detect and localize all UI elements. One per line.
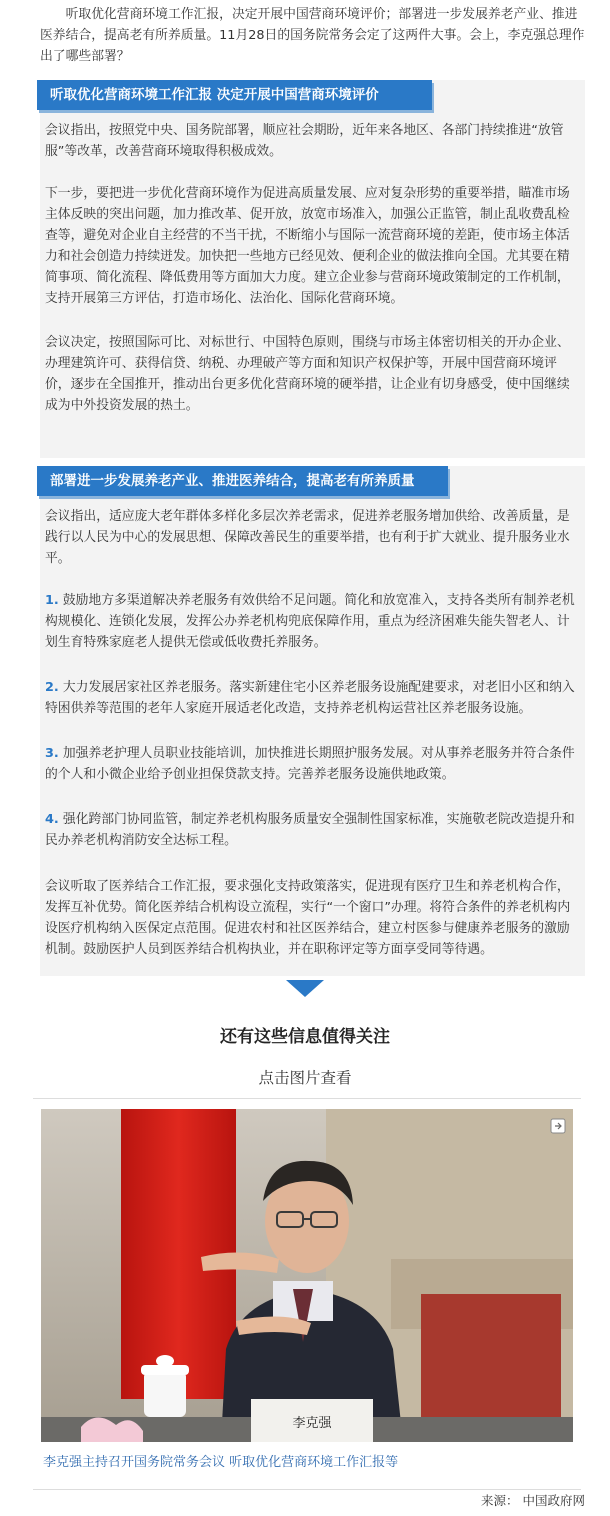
section-paragraph: 下一步，要把进一步优化营商环境作为促进高质量发展、应对复杂形势的重要举措，瞄准市场主体反映的突出问题，加力推改革、促开放，放宽市场准入，加强公正监管，制止乱收费乱检查等，避免对企业自主经营的不当干扰，不断缩小与国际一流营商环境的差距，使市场主体活力和社会创造力持续迸发。加快把一些地方已经见效、便利企业的做法推向全国。尤其要在精简事项、简化流程、降低费用等方面加大力度。建立企业参与营商环境政策制定的工作机制，支持开展第三方评估，打造市场化、法治化、国际化营商环境。 <box>45 186 570 306</box>
item-text: 鼓励地方多渠道解决养老服务有效供给不足问题。简化和放宽准入，支持各类所有制养老机构规模化、连锁化发展，发挥公办养老机构兜底保障作用，重点为经济困难失能失智老人、计划生育特殊家庭老人提供无偿或低收费托养服务。 <box>45 593 575 650</box>
item-text: 强化跨部门协同监管，制定养老机构服务质量安全强制性国家标准，实施敬老院改造提升和民办养老机构消防安全达标工程。 <box>45 812 575 848</box>
list-item <box>45 590 580 653</box>
section-title: 部署进一步发展养老产业、推进医养结合，提高老有所养质量 <box>37 466 448 496</box>
more-info-subheading: 点击图片查看 <box>258 1069 352 1087</box>
photo-illustration <box>41 1109 573 1442</box>
section-business-environment <box>40 80 585 458</box>
section-paragraph: 会议决定，按照国际可比、对标世行、中国特色原则，围绕与市场主体密切相关的开办企业、办理建筑许可、获得信贷、纳税、办理破产等方面和知识产权保护等，开展中国营商环境评价，逐步在全国推开，推动出台更多优化营商环境的硬举措，让企业有切身感受，使中国继续成为中外投资发展的热土。 <box>45 335 570 413</box>
list-item <box>45 677 580 719</box>
item-text: 大力发展居家社区养老服务。落实新建住宅小区养老服务设施配建要求，对老旧小区和纳入特困供养等范围的老年人家庭开展适老化改造，支持养老机构运营社区养老服务设施。 <box>45 680 575 716</box>
item-number: 2. <box>45 680 59 695</box>
source-value: 中国政府网 <box>522 1493 585 1508</box>
share-icon[interactable] <box>551 1119 565 1133</box>
section-paragraph: 会议听取了医养结合工作汇报，要求强化支持政策落实，促进现有医疗卫生和养老机构合作，发挥互补优势。简化医养结合机构设立流程，实行“一个窗口”办理。将符合条件的养老机构内设医疗机构纳入医保定点范围。促进农村和社区医养结合，建立村医参与健康养老服务的激励机制。鼓励医护人员到医养结合机构执业，并在职称评定等方面享受同等待遇。 <box>45 879 571 957</box>
list-item <box>45 809 580 851</box>
item-number: 4. <box>45 812 59 827</box>
section-paragraph: 会议指出，按照党中央、国务院部署，顺应社会期盼，近年来各地区、各部门持续推进“放管服”等改革，改善营商环境取得积极成效。 <box>45 123 564 159</box>
item-text: 加强养老护理人员职业技能培训，加快推进长期照护服务发展。对从事养老服务并符合条件的个人和小微企业给予创业担保贷款支持。完善养老服务设施供地政策。 <box>45 746 575 782</box>
article-photo[interactable] <box>41 1109 573 1442</box>
list-item <box>45 743 580 785</box>
more-info-heading: 还有这些信息值得关注 <box>220 1027 390 1047</box>
source-label: 来源： <box>480 1493 519 1508</box>
chevron-down-icon <box>286 980 324 997</box>
related-article-card[interactable] <box>33 1098 581 1490</box>
section-elderly-care <box>40 466 585 976</box>
article-caption-link[interactable]: 李克强主持召开国务院常务会议 听取优化营商环境工作汇报等 <box>43 1455 399 1470</box>
source-line <box>477 1491 585 1509</box>
intro-paragraph: 听取优化营商环境工作汇报，决定开展中国营商环境评价；部署进一步发展养老产业、推进医养结合，提高老有所养质量。11月28日的国务院常务会定了这两件大事。会上，李克强总理作出了哪些部署？ <box>40 7 585 64</box>
item-number: 1. <box>45 593 59 608</box>
nameplate-text: 李克强 <box>292 1416 332 1431</box>
section-paragraph: 会议指出，适应庞大老年群体多样化多层次养老需求，促进养老服务增加供给、改善质量，是践行以人民为中心的发展思想、保障改善民生的重要举措，也有利于扩大就业、提升服务业水平。 <box>45 509 570 566</box>
item-number: 3. <box>45 746 59 761</box>
section-title: 听取优化营商环境工作汇报 决定开展中国营商环境评价 <box>37 80 432 110</box>
